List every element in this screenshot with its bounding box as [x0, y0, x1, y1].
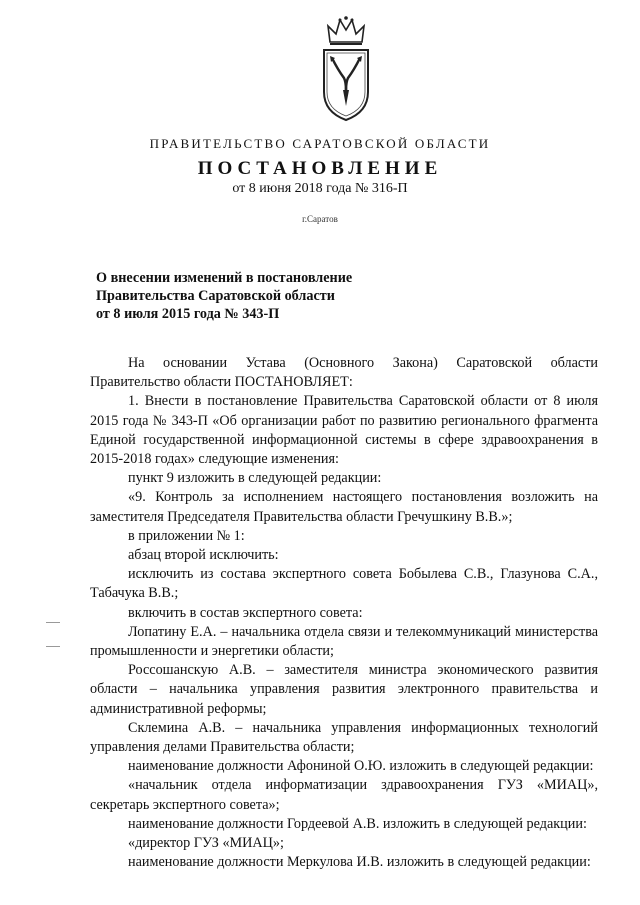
- body-paragraph: «начальник отдела информатизации здравоохранения ГУЗ «МИАЦ», секретарь экспертного совета»;: [90, 777, 598, 813]
- saratov-coat-of-arms-emblem: [316, 14, 376, 124]
- subject-line: от 8 июля 2015 года № 343-П: [96, 306, 280, 322]
- document-type-title: ПОСТАНОВЛЕНИЕ: [197, 158, 443, 179]
- document-place: г.Саратов: [302, 214, 338, 224]
- body-paragraph: включить в состав экспертного совета:: [128, 604, 363, 621]
- body-paragraph: 1. Внести в постановление Правительства Саратовской области от 8 июля 2015 года № 343-П «Об организации работ по развитию регионального фрагмента Единой государственной информационной системы в сфере здравоохранения в 2015-2018 годах» следующие изменения:: [90, 393, 598, 468]
- document-body: [90, 354, 598, 872]
- body-paragraph: Россошанскую А.В. – заместителя министра экономического развития области – начальника управления развития электронного правительства и административной реформы;: [90, 662, 598, 717]
- body-paragraph: исключить из состава экспертного совета Бобылева С.В., Глазунова С.А., Табачука В.В.;: [90, 566, 598, 602]
- body-paragraph: наименование должности Гордеевой А.В. изложить в следующей редакции:: [128, 815, 587, 832]
- body-paragraph: Лопатину Е.А. – начальника отдела связи и телекоммуникаций министерства промышленности и энергетики области;: [90, 623, 598, 660]
- document-subject: [96, 269, 416, 323]
- body-paragraph: наименование должности Афониной О.Ю. изложить в следующей редакции:: [128, 758, 594, 775]
- government-name: ПРАВИТЕЛЬСТВО САРАТОВСКОЙ ОБЛАСТИ: [149, 136, 491, 151]
- body-paragraph: «9. Контроль за исполнением настоящего постановления возложить на заместителя Председателя Правительства области Гречушкину В.В.»;: [90, 489, 598, 525]
- body-paragraph: пункт 9 изложить в следующей редакции:: [128, 470, 382, 487]
- body-paragraph: абзац второй исключить:: [128, 547, 279, 564]
- body-paragraph: На основании Устава (Основного Закона) Саратовской области Правительство области ПОСТАНОВЛЯЕТ:: [90, 355, 598, 391]
- scan-margin-mark: [46, 646, 60, 647]
- coat-of-arms-icon: [316, 14, 376, 124]
- body-paragraph: Склемина А.В. – начальника управления информационных технологий управления делами Правительства области;: [90, 719, 598, 756]
- body-paragraph: «директор ГУЗ «МИАЦ»;: [128, 835, 284, 852]
- subject-line: Правительства Саратовской области: [96, 288, 335, 304]
- body-paragraph: наименование должности Меркулова И.В. изложить в следующей редакции:: [128, 854, 591, 871]
- scan-margin-mark: [46, 622, 60, 623]
- subject-line: О внесении изменений в постановление: [96, 270, 353, 286]
- document-date-number: от 8 июня 2018 года № 316-П: [232, 181, 408, 196]
- body-paragraph: в приложении № 1:: [128, 527, 245, 544]
